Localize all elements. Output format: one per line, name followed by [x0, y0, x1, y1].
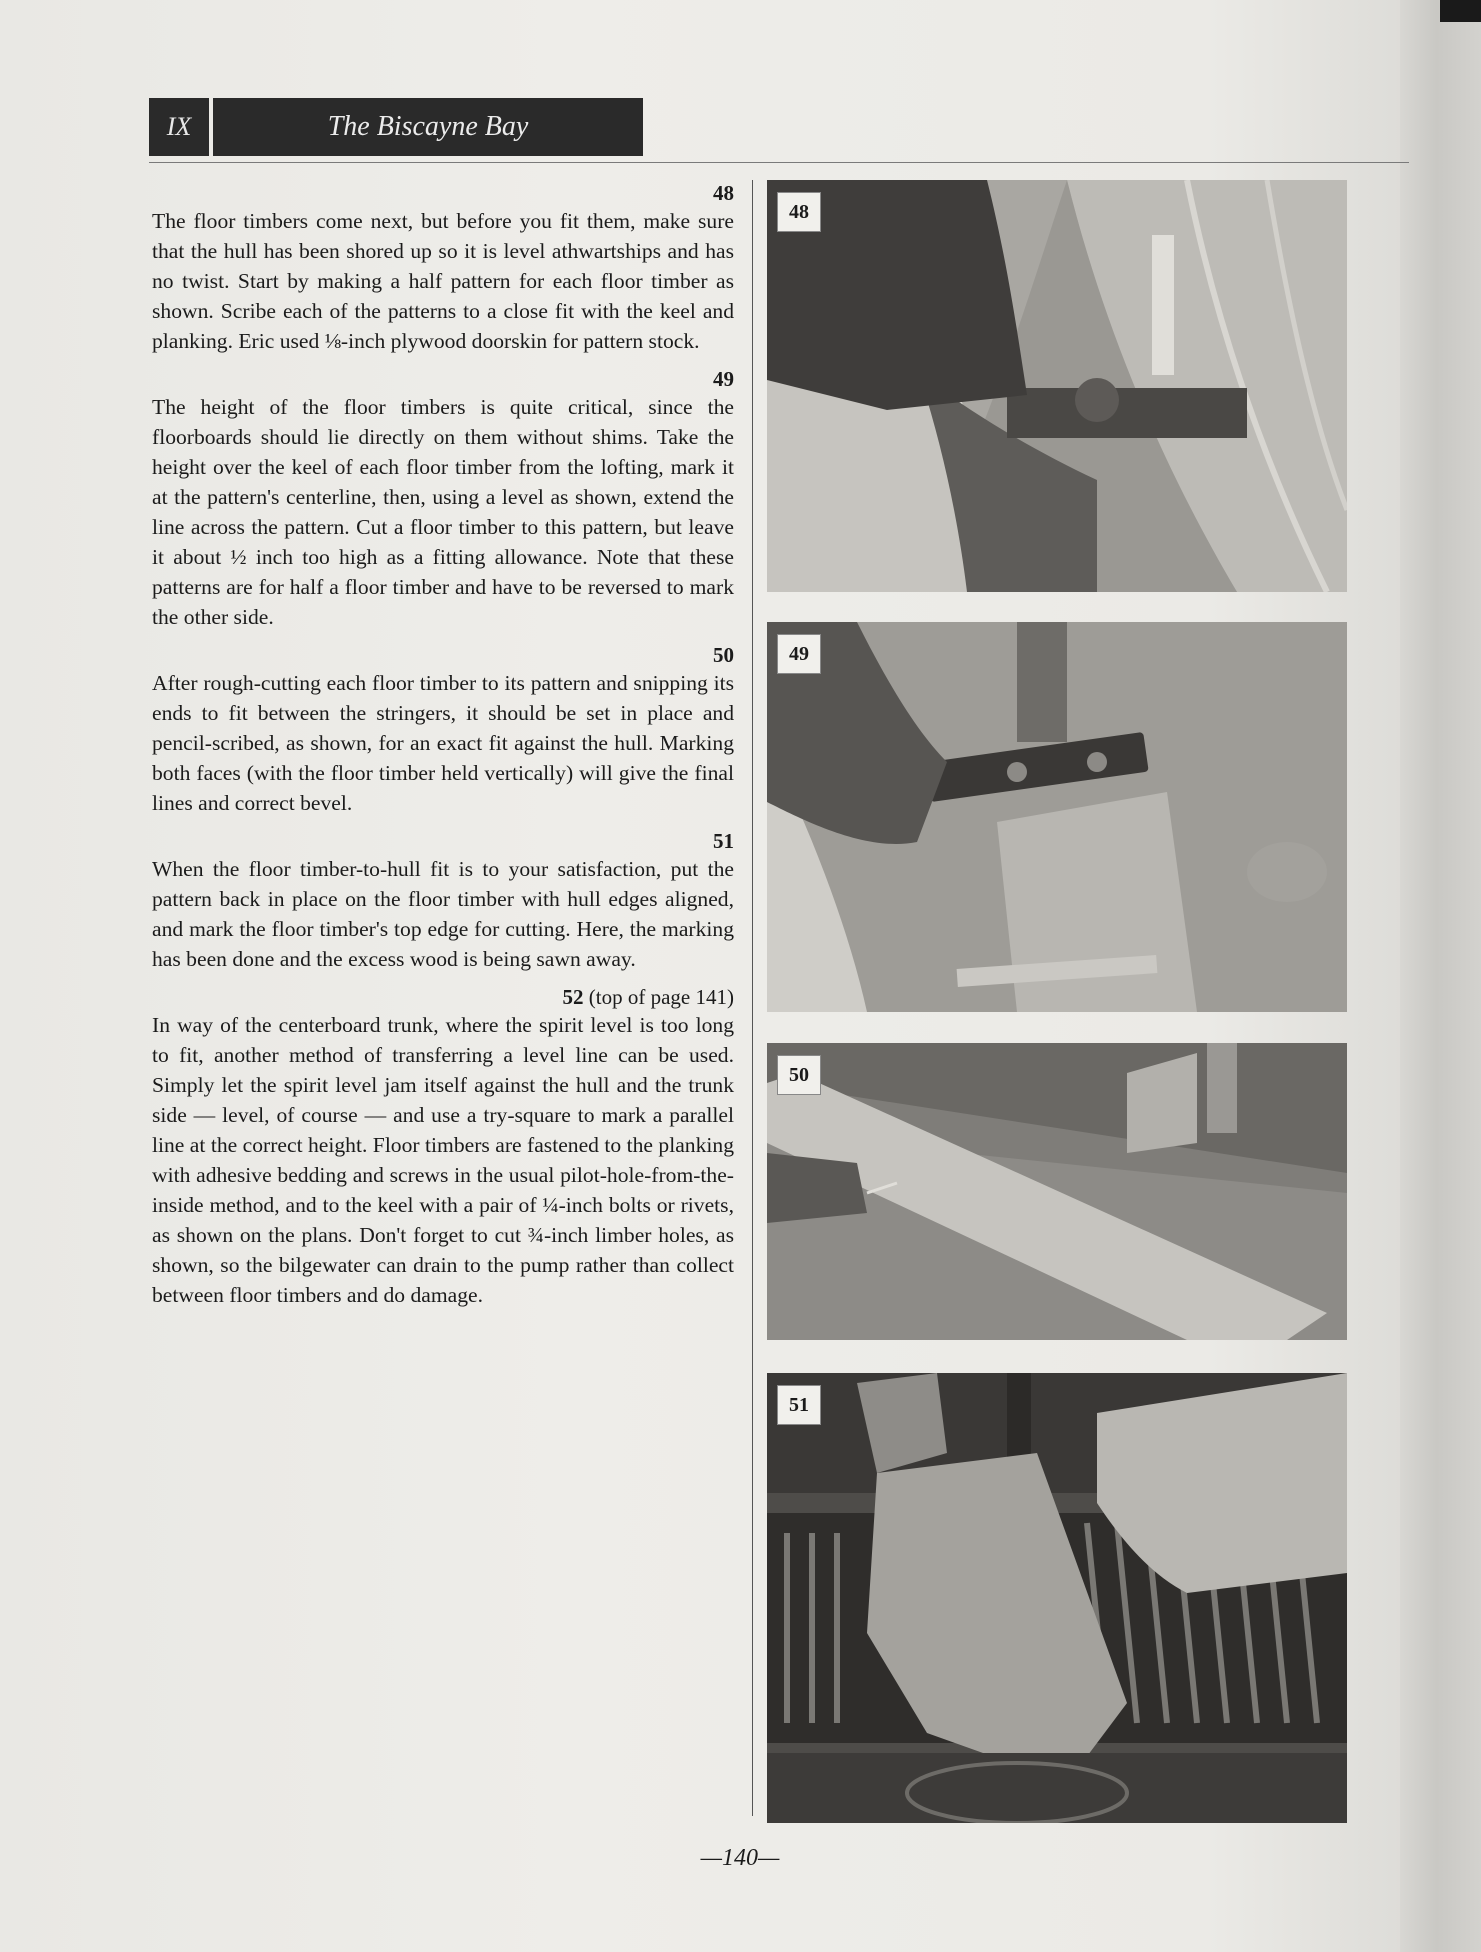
header-rule — [149, 162, 1409, 163]
paragraph-number: 48 — [713, 181, 734, 205]
photo-50 — [767, 1043, 1347, 1340]
paragraph-text: After rough-cutting each floor timber to its pattern and snipping its ends to fit between the stringers, it should be set in place and pencil-scribed, as shown, for an exact fit against the hull. Marking both faces (with the floor timber held vertically) will give the final lines and correct bevel. — [152, 671, 734, 815]
photo-49 — [767, 622, 1347, 1012]
page-number: —140— — [700, 1845, 780, 1871]
chapter-number: IX — [149, 98, 209, 156]
paragraph-number: 51 — [713, 829, 734, 853]
photo-51-image — [767, 1373, 1347, 1823]
photo-label: 51 — [777, 1385, 821, 1425]
photo-49-image — [767, 622, 1347, 1012]
paragraph-text: The height of the floor timbers is quite critical, since the floorboards should lie directly on them without shims. Take the height over the keel of each floor timber from the lofting, mark it at the pattern's centerline, then, using a level as shown, extend the line across the pattern. Cut a floor timber to this pattern, but leave it about ½ inch too high as a fitting allowance. Note that these patterns are for half a floor timber and have to be reversed to mark the other side. — [152, 395, 734, 629]
facing-page-edge — [1400, 0, 1481, 1952]
scan-corner-mark — [1440, 0, 1481, 22]
paragraph-52 — [152, 984, 734, 1310]
paragraph-number: 49 — [713, 367, 734, 391]
paragraph-48 — [152, 180, 734, 356]
photo-label: 49 — [777, 634, 821, 674]
text-column — [152, 180, 734, 1320]
photo-51 — [767, 1373, 1347, 1823]
paragraph-text: The floor timbers come next, but before you fit them, make sure that the hull has been shored up so it is level athwartships and has no twist. Start by making a half pattern for each floor timber as shown. Scribe each of the patterns to a close fit with the keel and planking. Eric used ⅛-inch plywood doorskin for pattern stock. — [152, 209, 734, 353]
paragraph-note: (top of page 141) — [588, 985, 734, 1009]
chapter-title: The Biscayne Bay — [213, 98, 643, 156]
paragraph-heading — [152, 984, 734, 1010]
paragraph-50 — [152, 642, 734, 818]
photo-label: 48 — [777, 192, 821, 232]
paragraph-text: In way of the centerboard trunk, where the spirit level is too long to fit, another method of transferring a level line can be used. Simply let the spirit level jam itself against the hull and the trunk side — level, of course — and use a try-square to mark a parallel line at the correct height. Floor timbers are fastened to the planking with adhesive bedding and screws in the usual pilot-hole-from-the-inside method, and to the keel with a pair of ¼-inch bolts or rivets, as shown on the plans. Don't forget to cut ¾-inch limber holes, as shown, so the bilgewater can drain to the pump rather than collect between floor timbers and do damage. — [152, 1013, 734, 1307]
paragraph-number: 52 — [562, 985, 584, 1009]
column-divider — [752, 180, 753, 1816]
paragraph-49 — [152, 366, 734, 632]
photo-48-image — [767, 180, 1347, 592]
photo-label: 50 — [777, 1055, 821, 1095]
photo-48 — [767, 180, 1347, 592]
photo-50-image — [767, 1043, 1347, 1340]
paragraph-number: 50 — [713, 643, 734, 667]
paragraph-text: When the floor timber-to-hull fit is to your satisfaction, put the pattern back in place on the floor timber with hull edges aligned, and mark the floor timber's top edge for cutting. Here, the marking has been done and the excess wood is being sawn away. — [152, 857, 734, 971]
paragraph-51 — [152, 828, 734, 974]
